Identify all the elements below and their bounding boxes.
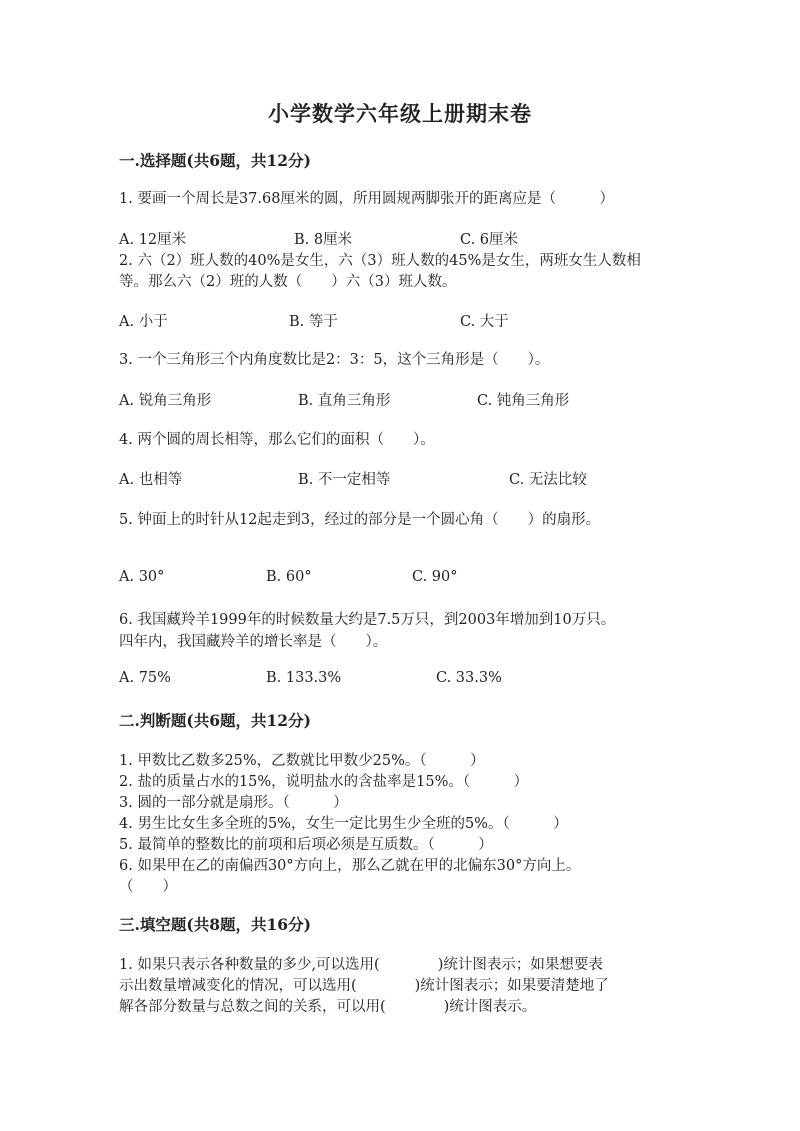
choice-4-option-b: B. 不一定相等: [298, 472, 391, 488]
choice-5-option-a: A. 30°: [119, 569, 165, 585]
choice-1-option-c: C. 6厘米: [460, 232, 519, 248]
choice-2-option-b: B. 等于: [289, 314, 338, 330]
choice-question-6-line1: 6. 我国藏羚羊1999年的时候数量大约是7.5万只，到2003年增加到10万只。: [119, 612, 616, 628]
choice-question-3: 3. 一个三角形三个内角度数比是2：3：5，这个三角形是（ ）。: [119, 352, 550, 368]
section-heading-judge: 二.判断题(共6题，共12分): [119, 711, 311, 730]
choice-4-option-a: A. 也相等: [119, 472, 183, 488]
choice-6-option-b: B. 133.3%: [266, 670, 342, 686]
choice-question-4: 4. 两个圆的周长相等，那么它们的面积（ ）。: [119, 432, 435, 448]
choice-5-option-b: B. 60°: [266, 569, 312, 585]
choice-3-option-a: A. 锐角三角形: [119, 393, 212, 409]
judge-question-1: 1. 甲数比乙数多25%，乙数就比甲数少25%。（ ）: [119, 753, 485, 769]
choice-6-option-a: A. 75%: [119, 670, 171, 686]
choice-1-option-a: A. 12厘米: [119, 232, 187, 248]
judge-question-5: 5. 最简单的整数比的前项和后项必须是互质数。（ ）: [119, 837, 493, 853]
page-title: 小学数学六年级上册期末卷: [268, 101, 532, 126]
choice-2-option-a: A. 小于: [119, 314, 168, 330]
choice-question-2-line2: 等。那么六（2）班的人数（ ）六（3）班人数。: [119, 274, 457, 290]
fill-question-1-line2: 示出数量增减变化的情况，可以选用( )统计图表示；如果要清楚地了: [119, 978, 609, 994]
fill-question-1-line1: 1. 如果只表示各种数量的多少,可以选用( )统计图表示；如果想要表: [119, 957, 603, 973]
choice-question-6-line2: 四年内，我国藏羚羊的增长率是（ ）。: [119, 634, 388, 650]
choice-1-option-b: B. 8厘米: [294, 232, 353, 248]
choice-5-option-c: C. 90°: [412, 569, 458, 585]
judge-question-6-line2: （ ）: [119, 879, 177, 895]
choice-4-option-c: C. 无法比较: [509, 472, 587, 488]
judge-question-3: 3. 圆的一部分就是扇形。（ ）: [119, 795, 348, 811]
fill-question-1-line3: 解各部分数量与总数之间的关系，可以用( )统计图表示。: [119, 999, 537, 1015]
choice-3-option-b: B. 直角三角形: [298, 393, 391, 409]
section-heading-fill: 三.填空题(共8题，共16分): [119, 915, 311, 934]
choice-3-option-c: C. 钝角三角形: [477, 393, 570, 409]
choice-6-option-c: C. 33.3%: [436, 670, 502, 686]
choice-2-option-c: C. 大于: [460, 314, 509, 330]
judge-question-6-line1: 6. 如果甲在乙的南偏西30°方向上，那么乙就在甲的北偏东30°方向上。: [119, 858, 581, 874]
judge-question-4: 4. 男生比女生多全班的5%，女生一定比男生少全班的5%。（ ）: [119, 816, 568, 832]
choice-question-1: 1. 要画一个周长是37.68厘米的圆，所用圆规两脚张开的距离应是（ ）: [119, 191, 614, 207]
judge-question-2: 2. 盐的质量占水的15%，说明盐水的含盐率是15%。（ ）: [119, 774, 529, 790]
section-heading-choice: 一.选择题(共6题，共12分): [119, 151, 311, 170]
choice-question-2-line1: 2. 六（2）班人数的40%是女生，六（3）班人数的45%是女生，两班女生人数相: [119, 253, 641, 269]
choice-question-5: 5. 钟面上的时针从12起走到3，经过的部分是一个圆心角（ ）的扇形。: [119, 512, 601, 528]
